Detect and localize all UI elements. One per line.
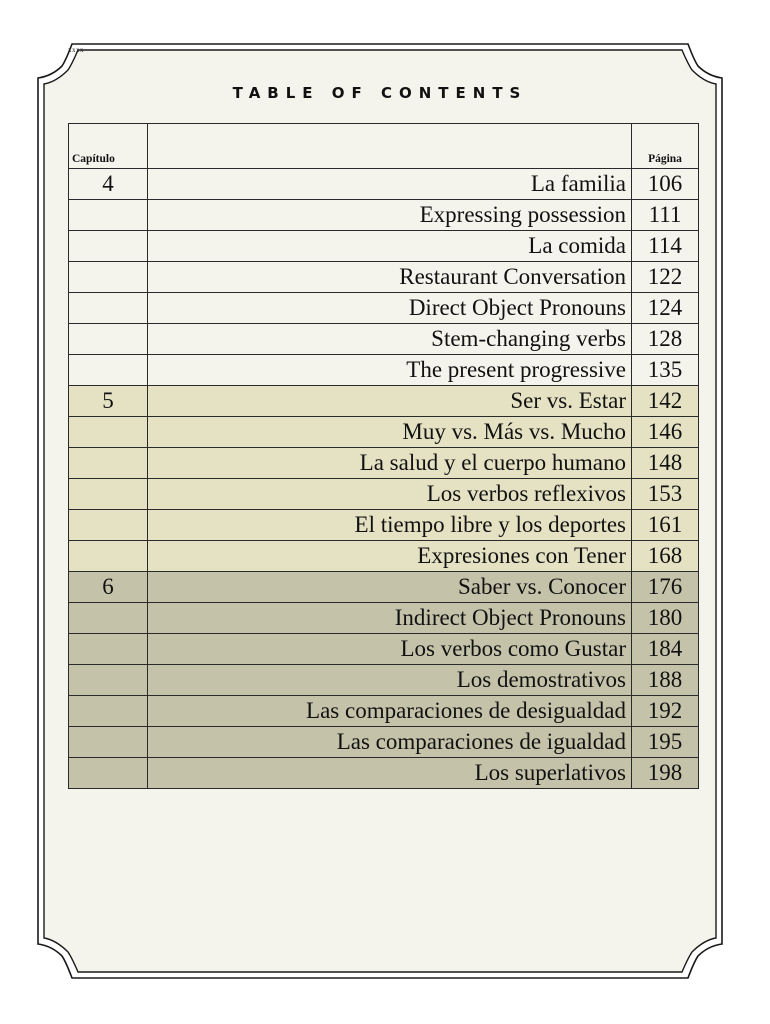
topic-cell: Indirect Object Pronouns [148, 603, 632, 634]
table-row [69, 169, 699, 200]
chapter-number-cell [69, 200, 148, 231]
chapter-number-cell [69, 665, 148, 696]
chapter-number-cell [69, 696, 148, 727]
table-row [69, 262, 699, 293]
table-row [69, 386, 699, 417]
topic-cell: Ser vs. Estar [148, 386, 632, 417]
table-row [69, 231, 699, 262]
page-number-cell: 142 [632, 386, 699, 417]
column-header-page: Página [632, 124, 699, 169]
page-number-cell: 180 [632, 603, 699, 634]
page-number-cell: 124 [632, 293, 699, 324]
page-number-cell: 198 [632, 758, 699, 789]
topic-cell: Muy vs. Más vs. Mucho [148, 417, 632, 448]
chapter-number-cell [69, 448, 148, 479]
chapter-number-cell [69, 541, 148, 572]
page-number-cell: 184 [632, 634, 699, 665]
topic-cell: La salud y el cuerpo humano [148, 448, 632, 479]
table-row [69, 634, 699, 665]
chapter-number-cell [69, 355, 148, 386]
corner-label: xxxx [68, 46, 84, 54]
page-number-cell: 195 [632, 727, 699, 758]
topic-cell: Stem-changing verbs [148, 324, 632, 355]
toc-table [68, 123, 699, 789]
page-number-cell: 153 [632, 479, 699, 510]
chapter-number-cell: 5 [69, 386, 148, 417]
chapter-number-cell [69, 324, 148, 355]
page-number-cell: 146 [632, 417, 699, 448]
topic-cell: La comida [148, 231, 632, 262]
table-row [69, 510, 699, 541]
page-number-cell: 122 [632, 262, 699, 293]
chapter-number-cell [69, 727, 148, 758]
chapter-number-cell [69, 510, 148, 541]
chapter-number-cell [69, 634, 148, 665]
topic-cell: Las comparaciones de desigualdad [148, 696, 632, 727]
column-header-chapter: Capítulo [69, 124, 148, 169]
table-row [69, 603, 699, 634]
chapter-number-cell: 4 [69, 169, 148, 200]
page-number-cell: 188 [632, 665, 699, 696]
chapter-number-cell [69, 479, 148, 510]
page-number-cell: 192 [632, 696, 699, 727]
table-row [69, 665, 699, 696]
page-number-cell: 128 [632, 324, 699, 355]
page-number-cell: 176 [632, 572, 699, 603]
table-row [69, 417, 699, 448]
table-row [69, 479, 699, 510]
topic-cell: El tiempo libre y los deportes [148, 510, 632, 541]
chapter-number-cell [69, 603, 148, 634]
table-row [69, 355, 699, 386]
chapter-number-cell [69, 231, 148, 262]
table-row [69, 758, 699, 789]
table-row [69, 727, 699, 758]
topic-cell: Direct Object Pronouns [148, 293, 632, 324]
topic-cell: La familia [148, 169, 632, 200]
page-number-cell: 168 [632, 541, 699, 572]
topic-cell: Las comparaciones de igualdad [148, 727, 632, 758]
table-row [69, 293, 699, 324]
topic-cell: Los superlativos [148, 758, 632, 789]
table-row [69, 696, 699, 727]
page-title: TABLE OF CONTENTS [232, 84, 528, 102]
topic-cell: Los demostrativos [148, 665, 632, 696]
page-number-cell: 161 [632, 510, 699, 541]
table-row [69, 200, 699, 231]
table-row [69, 448, 699, 479]
page-number-cell: 114 [632, 231, 699, 262]
page-number-cell: 106 [632, 169, 699, 200]
toc-body [69, 169, 699, 789]
chapter-number-cell: 6 [69, 572, 148, 603]
header-row [69, 124, 699, 169]
table-row [69, 541, 699, 572]
chapter-number-cell [69, 293, 148, 324]
chapter-number-cell [69, 417, 148, 448]
topic-cell: Expressing possession [148, 200, 632, 231]
page-number-cell: 148 [632, 448, 699, 479]
table-row [69, 324, 699, 355]
topic-cell: Expresiones con Tener [148, 541, 632, 572]
topic-cell: Los verbos reflexivos [148, 479, 632, 510]
table-row [69, 572, 699, 603]
page-number-cell: 111 [632, 200, 699, 231]
topic-cell: The present progressive [148, 355, 632, 386]
topic-cell: Restaurant Conversation [148, 262, 632, 293]
chapter-number-cell [69, 758, 148, 789]
page-number-cell: 135 [632, 355, 699, 386]
topic-cell: Saber vs. Conocer [148, 572, 632, 603]
column-header-topic [148, 124, 632, 169]
topic-cell: Los verbos como Gustar [148, 634, 632, 665]
chapter-number-cell [69, 262, 148, 293]
